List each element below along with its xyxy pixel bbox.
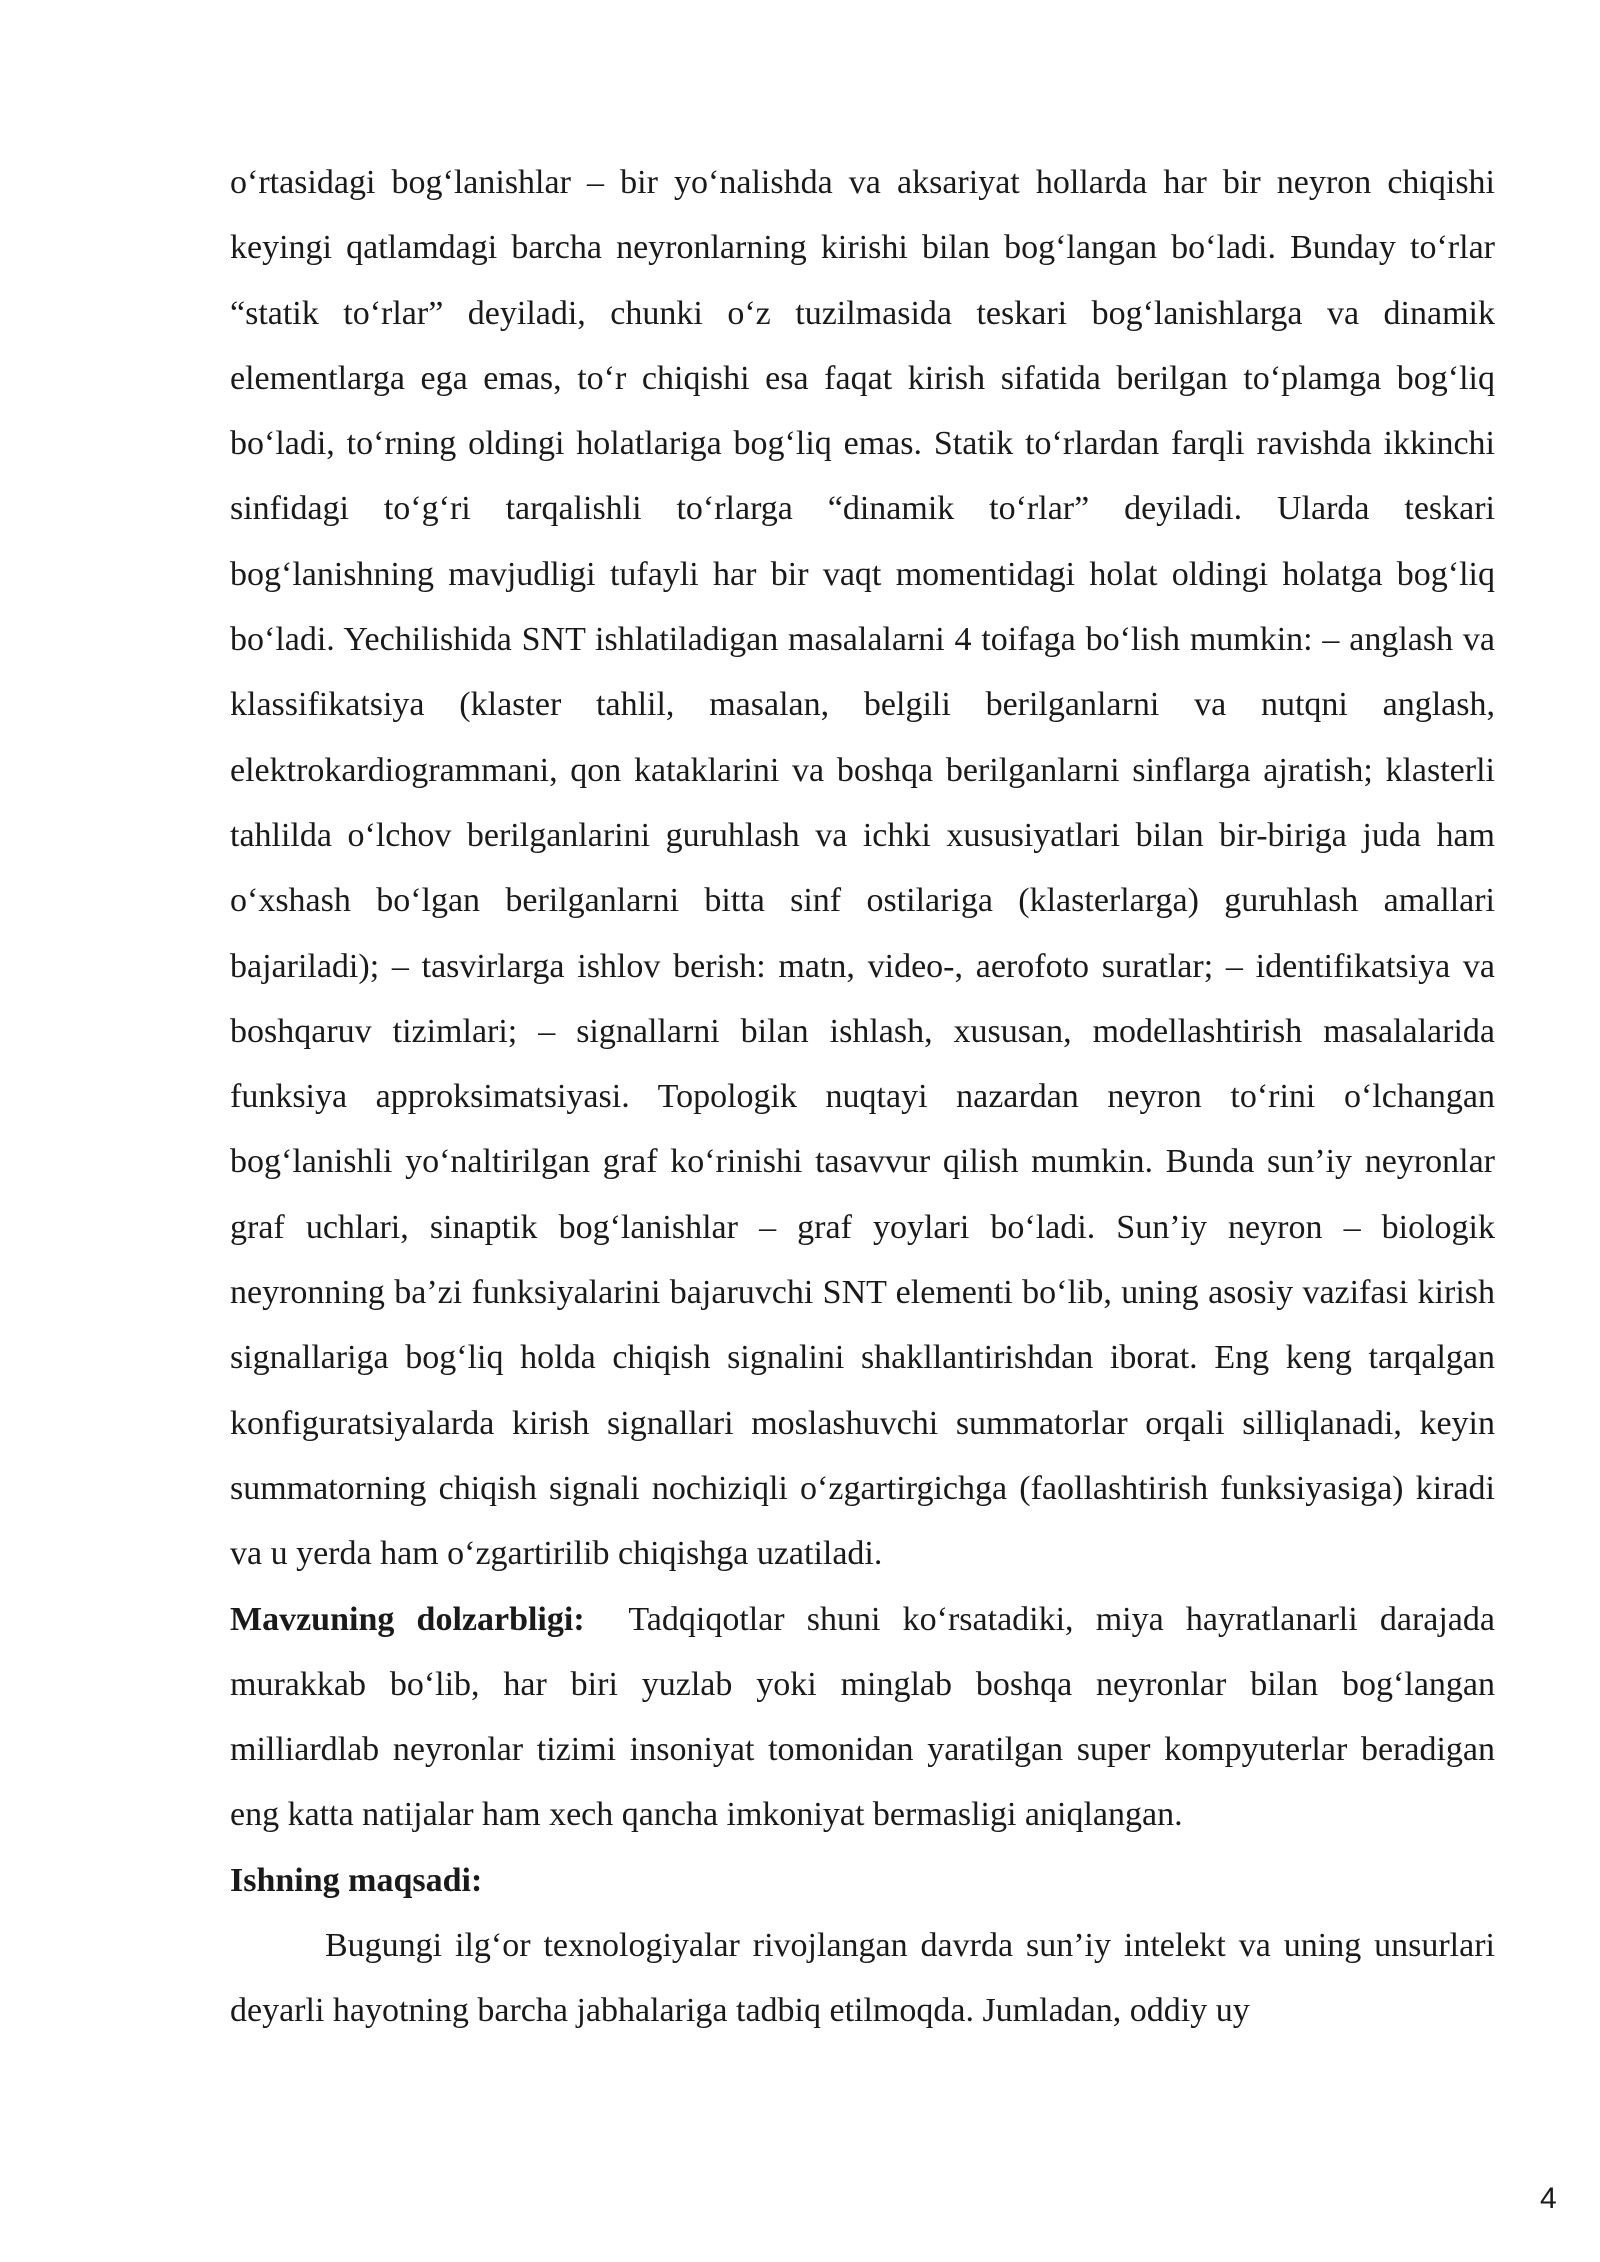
- goal-heading: Ishning maqsadi:: [230, 1861, 483, 1899]
- document-body: [230, 150, 1495, 2044]
- relevance-text: Tadqiqotlar shuni ko‘rsatadiki, miya hayratlanarli darajada murakkab bo‘lib, har biri yuzlab yoki minglab boshqa neyronlar bilan bog‘langan milliardlab neyronlar tizimi insoniyat tomonidan yaratilgan super kompyuterlar beradigan eng katta natijalar ham xech qancha imkoniyat bermasligi aniqlangan.: [230, 1600, 1495, 1834]
- goal-paragraph: Bugungi ilg‘or texnologiyalar rivojlangan davrda sun’iy intelekt va uning unsurlari deyarli hayotning barcha jabhalariga tadbiq etilmoqda. Jumladan, oddiy uy: [230, 1927, 1495, 2030]
- relevance-paragraph: [230, 1587, 1495, 1848]
- body-paragraph: o‘rtasidagi bog‘lanishlar – bir yo‘nalishda va aksariyat hollarda har bir neyron chiqishi keyingi qatlamdagi barcha neyronlarning kirishi bilan bog‘langan bo‘ladi. Bunday to‘rlar “statik to‘rlar” deyiladi, chunki o‘z tuzilmasida teskari bog‘lanishlarga va dinamik elementlarga ega emas, to‘r chiqishi esa faqat kirish sifatida berilgan to‘plamga bog‘liq bo‘ladi, to‘rning oldingi holatlariga bog‘liq emas. Statik to‘rlardan farqli ravishda ikkinchi sinfidagi to‘g‘ri tarqalishli to‘rlarga “dinamik to‘rlar” deyiladi. Ularda teskari bog‘lanishning mavjudligi tufayli har bir vaqt momentidagi holat oldingi holatga bog‘liq bo‘ladi. Yechilishida SNT ishlatiladigan masalalarni 4 toifaga bo‘lish mumkin: – anglash va klassifikatsiya (klaster tahlil, masalan, belgili berilganlarni va nutqni anglash, elektrokardiogrammani, qon kataklarini va boshqa berilganlarni sinflarga ajratish; klasterli tahlilda o‘lchov berilganlarini guruhlash va ichki xususiyatlari bilan bir-biriga juda ham o‘xshash bo‘lgan berilganlarni bitta sinf ostilariga (klasterlarga) guruhlash amallari bajariladi); – tasvirlarga ishlov berish: matn, video-, aerofoto suratlar; – identifikatsiya va boshqaruv tizimlari; – signallarni bilan ishlash, xususan, modellashtirish masalalarida funksiya approksimatsiyasi. Topologik nuqtayi nazardan neyron to‘rini o‘lchangan bog‘lanishli yo‘naltirilgan graf ko‘rinishi tasavvur qilish mumkin. Bunda sun’iy neyronlar graf uchlari, sinaptik bog‘lanishlar – graf yoylari bo‘ladi. Sun’iy neyron – biologik neyronning ba’zi funksiyalarini bajaruvchi SNT elementi bo‘lib, uning asosiy vazifasi kirish signallariga bog‘liq holda chiqish signalini shakllantirishdan iborat. Eng keng tarqalgan konfiguratsiyalarda kirish signallari moslashuvchi summatorlar orqali silliqlanadi, keyin summatorning chiqish signali nochiziqli o‘zgartirgichga (faollashtirish funksiyasiga) kiradi va u yerda ham o‘zgartirilib chiqishga uzatiladi.: [230, 164, 1495, 1573]
- relevance-heading: Mavzuning dolzarbligi:: [230, 1600, 585, 1638]
- page-number: 4: [1540, 2182, 1557, 2215]
